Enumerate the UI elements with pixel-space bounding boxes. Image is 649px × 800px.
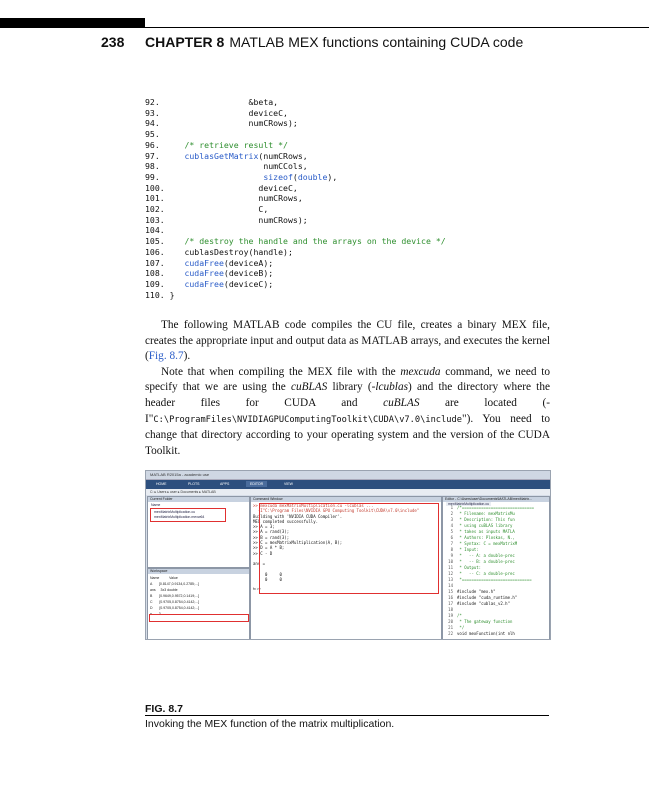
line-number: 98.	[145, 161, 170, 172]
include-path: C:\ProgramFiles\NVIDIAGPUComputingToolkit\CUDA\v7.0\include	[153, 414, 462, 425]
command-line: 0 0	[253, 577, 282, 583]
matlab-screenshot-figure	[145, 470, 551, 640]
code-line: 99. sizeof(double),	[145, 171, 338, 182]
command-line: >> A = rand(3);	[253, 529, 290, 535]
running-header	[145, 34, 523, 50]
editor-line: 5 * takes as inputs MATLA	[450, 529, 515, 534]
workspace-row[interactable]: C [0.9705,0.8754,0.4142;...]	[150, 600, 200, 604]
chapter-title: MATLAB MEX functions containing CUDA code	[229, 34, 524, 50]
workspace-row[interactable]: n 3	[150, 612, 161, 616]
editor-tab[interactable]: mexMatrixMultiplication.cu	[448, 502, 490, 506]
code-line: 96. /* retrieve result */	[145, 139, 288, 150]
header-bar	[0, 18, 145, 28]
command-window-title: Command Window	[251, 497, 441, 502]
workspace-row[interactable]: B [0.9649,0.9572,0.1419;...]	[150, 594, 200, 598]
editor-line: 11 * Output:	[448, 565, 482, 570]
editor-line: 16 #include "cuda_runtime.h"	[448, 595, 518, 600]
workspace-row[interactable]: A [0.8147,0.9134,0.2785;...]	[150, 582, 199, 586]
code-line: 107. cudaFree(deviceA);	[145, 257, 274, 268]
code-line: 101. numCRows,	[145, 193, 303, 204]
line-number: 107.	[145, 257, 170, 268]
command-line: MEX completed successfully.	[253, 518, 319, 524]
command-line: >> C = mexMatrixMultiplication(A, B);	[253, 540, 343, 546]
editor-line: 3 * Description: This fun	[450, 517, 515, 522]
line-number: 94.	[145, 118, 170, 129]
caption-rule	[145, 715, 549, 716]
editor-panel	[442, 496, 550, 640]
command-line: >> mexcuda mexMatrixMultiplication.cu -lcublas ...	[253, 503, 374, 508]
highlight-box	[150, 508, 226, 522]
tab-plots[interactable]: PLOTS	[188, 482, 200, 486]
highlight-box	[149, 614, 249, 622]
workspace-header: Name Value	[150, 576, 178, 580]
line-number: 96.	[145, 139, 170, 150]
workspace-title: Workspace	[148, 569, 249, 574]
line-number: 99.	[145, 171, 170, 182]
editor-line: 22 void mexFunction(int nlh	[448, 631, 515, 636]
tab-home[interactable]: HOME	[156, 482, 167, 486]
header-rule	[145, 27, 649, 28]
line-number: 106.	[145, 246, 170, 257]
highlight-box	[259, 503, 439, 594]
editor-line: 13 *=============================	[448, 577, 532, 582]
tab-editor[interactable]: EDITOR	[246, 481, 267, 487]
line-number: 110.	[145, 289, 170, 300]
paragraph-1: The following MATLAB code compiles the CU file, creates a binary MEX file, creates the appropriate input and output data as MATLAB arrays, and executes the kernel (Fig. 8.7).	[145, 319, 550, 363]
code-line	[145, 225, 446, 236]
code-line: 106. cublasDestroy(handle);	[145, 246, 293, 257]
editor-line: 15 #include "mex.h"	[448, 589, 496, 594]
line-number: 101.	[145, 193, 170, 204]
editor-line: 12 * -- C: a double-prec	[448, 571, 515, 576]
code-line: 110. }	[145, 289, 175, 300]
code-line: 92. &beta,	[145, 97, 279, 107]
folder-column-name: Name	[151, 503, 161, 507]
command-line: -I"C:\Program Files\NVIDIA GPU Computing Toolkit\CUDA\v7.0\include"	[253, 508, 420, 514]
line-number: 102.	[145, 204, 170, 215]
editor-line: 2 * Filename: mexMatrixMu	[450, 511, 515, 516]
figure-label: FIG. 8.7	[145, 703, 183, 715]
figure-caption: Invoking the MEX function of the matrix multiplication.	[145, 718, 395, 730]
paragraph-2: Note that when compiling the MEX file with the mexcuda command, we need to specify that we are using the cuBLAS library (-lcublas) and the directory where the header files for CUDA and cuBLAS are located (-I"C:\ProgramFiles\NVIDIAGPUComputingToolkit\CUDA\v7.0\include"). You need to change that directory according to your operating system and the version of the CUDA Toolkit.	[145, 365, 551, 457]
code-line: 103. numCRows);	[145, 214, 308, 225]
command-line: Building with 'NVIDIA CUDA Compiler'.	[253, 513, 343, 519]
ribbon-tabs	[146, 480, 550, 489]
code-line: 93. deviceC,	[145, 107, 288, 118]
editor-line: 18	[448, 607, 453, 612]
code-line: 100. deviceC,	[145, 182, 298, 193]
address-bar[interactable]: C: ▸ Users ▸ user ▸ Documents ▸ MATLAB	[146, 489, 551, 495]
line-number: 100.	[145, 182, 170, 193]
editor-line: 6 * Authors: Ploskas, N.,	[450, 535, 515, 540]
code-line: 105. /* destroy the handle and the arrays on the device */	[145, 236, 446, 247]
editor-line: 1 /*==============================	[450, 505, 535, 510]
current-folder-title: Current Folder	[148, 497, 249, 502]
chapter-label: CHAPTER 8	[145, 34, 225, 50]
editor-line: 17 #include "cublas_v2.h"	[448, 601, 510, 606]
editor-line: 10 * -- B: a double-prec	[448, 559, 515, 564]
command-line: >> C - D	[253, 550, 273, 556]
command-line: ans =	[253, 561, 266, 567]
command-line: >> B = rand(3);	[253, 534, 290, 540]
editor-line: 9 * -- A: a double-prec	[450, 553, 515, 558]
tab-apps[interactable]: APPS	[220, 482, 230, 486]
editor-line: 14	[448, 583, 453, 588]
line-number: 103.	[145, 214, 170, 225]
workspace-row[interactable]: ans 3x3 double	[150, 588, 178, 592]
command-line: 0 0	[253, 571, 282, 577]
command-line: >> D = A * B;	[253, 545, 285, 551]
line-number: 93.	[145, 107, 170, 118]
figure-link[interactable]: Fig. 8.7	[148, 350, 184, 363]
line-number: 95.	[145, 129, 170, 140]
editor-line: 4 * using cuBLAS library	[450, 523, 513, 528]
command-window[interactable]	[250, 496, 442, 640]
editor-title: Editor - C:\Users\user\Documents\MATLAB\mexMatrix...	[443, 497, 549, 502]
line-number: 108.	[145, 268, 170, 279]
editor-line: 19 /*	[448, 613, 462, 618]
line-number: 109.	[145, 278, 170, 289]
tab-view[interactable]: VIEW	[284, 482, 293, 486]
editor-line: 7 * Syntax: C = mexMatrixM	[450, 541, 518, 546]
workspace-panel	[147, 568, 250, 640]
code-line: 108. cudaFree(deviceB);	[145, 268, 274, 279]
title-bar: MATLAB R2015a - academic use	[146, 471, 550, 480]
line-number: 97.	[145, 150, 170, 161]
command-line: >> A = 3;	[253, 524, 275, 530]
workspace-row[interactable]: D [0.9705,0.8754,0.4142;...]	[150, 606, 200, 610]
editor-code[interactable]	[443, 505, 534, 637]
file-item[interactable]: mexMatrixMultiplication.mexw64	[154, 515, 205, 519]
editor-line: 20 * The gateway function	[448, 619, 513, 624]
file-item[interactable]: mexMatrixMultiplication.cu	[154, 510, 196, 514]
command-prompt[interactable]: fx >>	[253, 587, 261, 591]
line-number: 105.	[145, 236, 170, 247]
body-text	[145, 318, 550, 459]
code-listing	[145, 97, 446, 300]
line-number: 104.	[145, 225, 170, 236]
code-line	[145, 129, 446, 140]
page-number: 238	[101, 34, 125, 50]
editor-line: 21 */	[448, 625, 465, 630]
line-number: 92.	[145, 97, 170, 107]
code-line: 109. cudaFree(deviceC);	[145, 278, 274, 289]
code-line: 98. numCCols,	[145, 161, 308, 172]
code-line: 94. numCRows);	[145, 118, 298, 129]
code-line: 97. cublasGetMatrix(numCRows,	[145, 150, 308, 161]
current-folder-panel	[147, 496, 250, 568]
code-line: 102. C,	[145, 204, 269, 215]
editor-line: 8 * Input:	[450, 547, 479, 552]
